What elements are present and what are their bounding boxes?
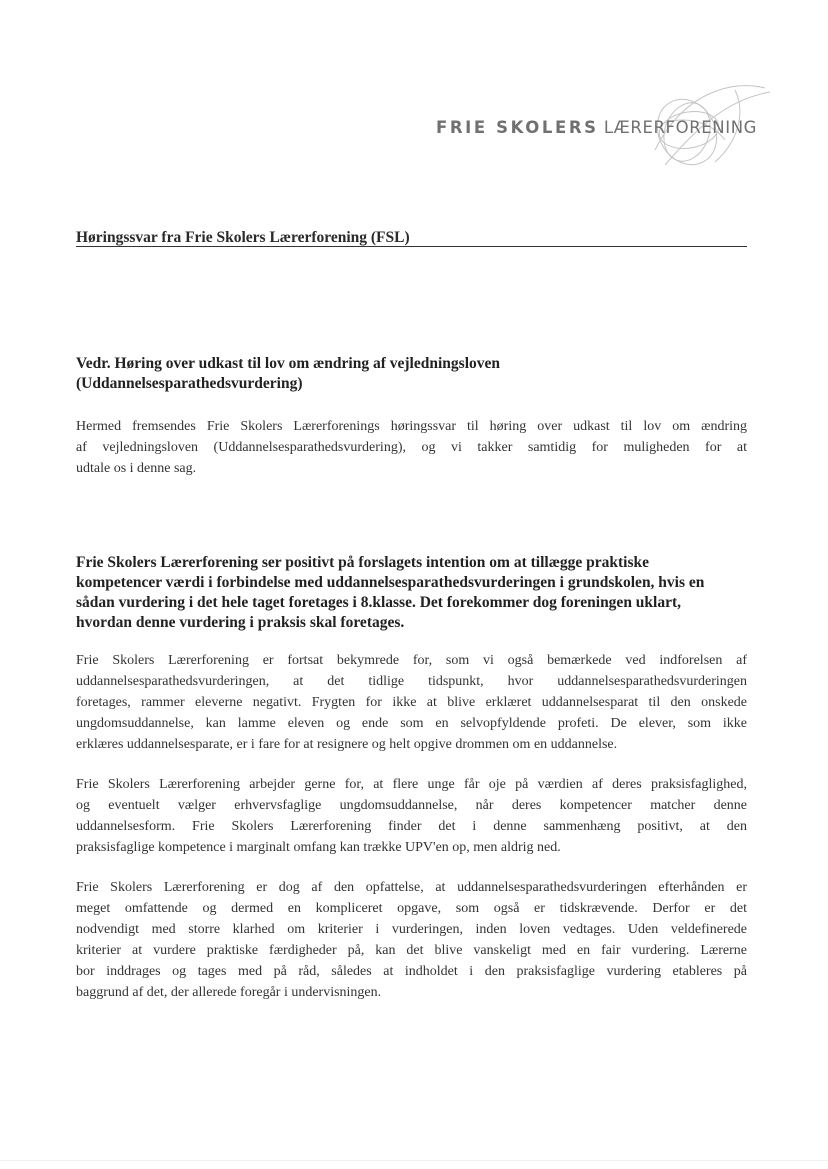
paragraph-line: ungdomsuddannelse, kan lamme eleven og ende som en selvopfyldende profeti. De elever, som ikke xyxy=(76,716,747,731)
body-paragraph-3 xyxy=(76,774,747,858)
subject-line-2: (Uddannelsesparathedsvurdering) xyxy=(76,375,303,392)
heading-rule xyxy=(76,246,747,247)
lead-line: kompetencer værdi i forbindelse med uddannelsesparathedsvurderingen i grundskolen, hvis en xyxy=(76,574,705,591)
paragraph-line: praksisfaglige kompetence i marginalt omfang kan trække UPV'en op, men aldrig ned. xyxy=(76,840,561,855)
paragraph-line: uddannelsesform. Frie Skolers Lærerforening finder det i denne sammenhæng positivt, at den xyxy=(76,819,747,834)
intro-paragraph xyxy=(76,416,747,479)
subject-line xyxy=(76,354,746,394)
paragraph-line: nodvendigt med storre klarhed om kriterier i vurderingen, inden loven vedtages. Uden veldefinerede xyxy=(76,922,747,937)
logo-wordmark-bold: FRIE SKOLERS xyxy=(436,118,599,137)
paragraph-line: og eventuelt vælger erhvervsfaglige ungdomsuddannelse, når deres kompetencer matcher denne xyxy=(76,798,747,813)
scan-edge xyxy=(0,1160,828,1161)
lead-paragraph xyxy=(76,553,747,633)
document-heading: Høringssvar fra Frie Skolers Lærerforening (FSL) xyxy=(76,229,410,246)
body-paragraph-2 xyxy=(76,650,747,755)
lead-line: hvordan denne vurdering i praksis skal foretages. xyxy=(76,614,405,631)
body-paragraph-4 xyxy=(76,877,747,1003)
paragraph-line: kriterier at vurdere praktiske færdigheder på, kan det blive vanskeligt med en fair vurdering. Lærerne xyxy=(76,943,747,958)
logo-wordmark xyxy=(436,118,757,137)
paragraph-line: uddannelsesparathedsvurderingen, at det tidlige tidspunkt, hvor uddannelsesparathedsvurderingen xyxy=(76,674,747,689)
lead-line: Frie Skolers Lærerforening ser positivt på forslagets intention om at tillægge praktiske xyxy=(76,554,650,571)
paragraph-line: baggrund af det, der allerede foregår i undervisningen. xyxy=(76,985,382,1000)
intro-line: Hermed fremsendes Frie Skolers Lærerforenings høringssvar til høring over udkast til lov om ændring xyxy=(76,419,747,434)
subject-line-1: Vedr. Høring over udkast til lov om ændring af vejledningsloven xyxy=(76,355,501,372)
paragraph-line: meget omfattende og dermed en kompliceret opgave, som også er tidskrævende. Derfor er det xyxy=(76,901,747,916)
paragraph-line: foretages, rammer eleverne negativt. Frygten for ikke at blive erklæret uddannelsesparat til den onskede xyxy=(76,695,747,710)
organization-logo xyxy=(430,70,770,180)
paragraph-line: Frie Skolers Lærerforening er fortsat bekymrede for, som vi også bemærkede ved indforelsen af xyxy=(76,653,747,668)
paragraph-line: erklæres uddannelsesparate, er i fare for at resignere og helt opgive drommen om en uddannelse. xyxy=(76,737,618,752)
lead-line: sådan vurdering i det hele taget foretages i 8.klasse. Det forekommer dog foreningen uklart, xyxy=(76,594,682,611)
paragraph-line: bor inddrages og tages med på råd, således at indholdet i den praksisfaglige vurdering etableres på xyxy=(76,964,747,979)
logo-wordmark-thin: LÆRERFORENING xyxy=(603,118,758,137)
intro-line: udtale os i denne sag. xyxy=(76,461,197,476)
paragraph-line: Frie Skolers Lærerforening arbejder gerne for, at flere unge får oje på værdien af deres praksisfaglighed, xyxy=(76,777,747,792)
intro-line: af vejledningsloven (Uddannelsesparathedsvurdering), og vi takker samtidig for muligheden for at xyxy=(76,440,747,455)
paragraph-line: Frie Skolers Lærerforening er dog af den opfattelse, at uddannelsesparathedsvurderingen efterhånden er xyxy=(76,880,747,895)
